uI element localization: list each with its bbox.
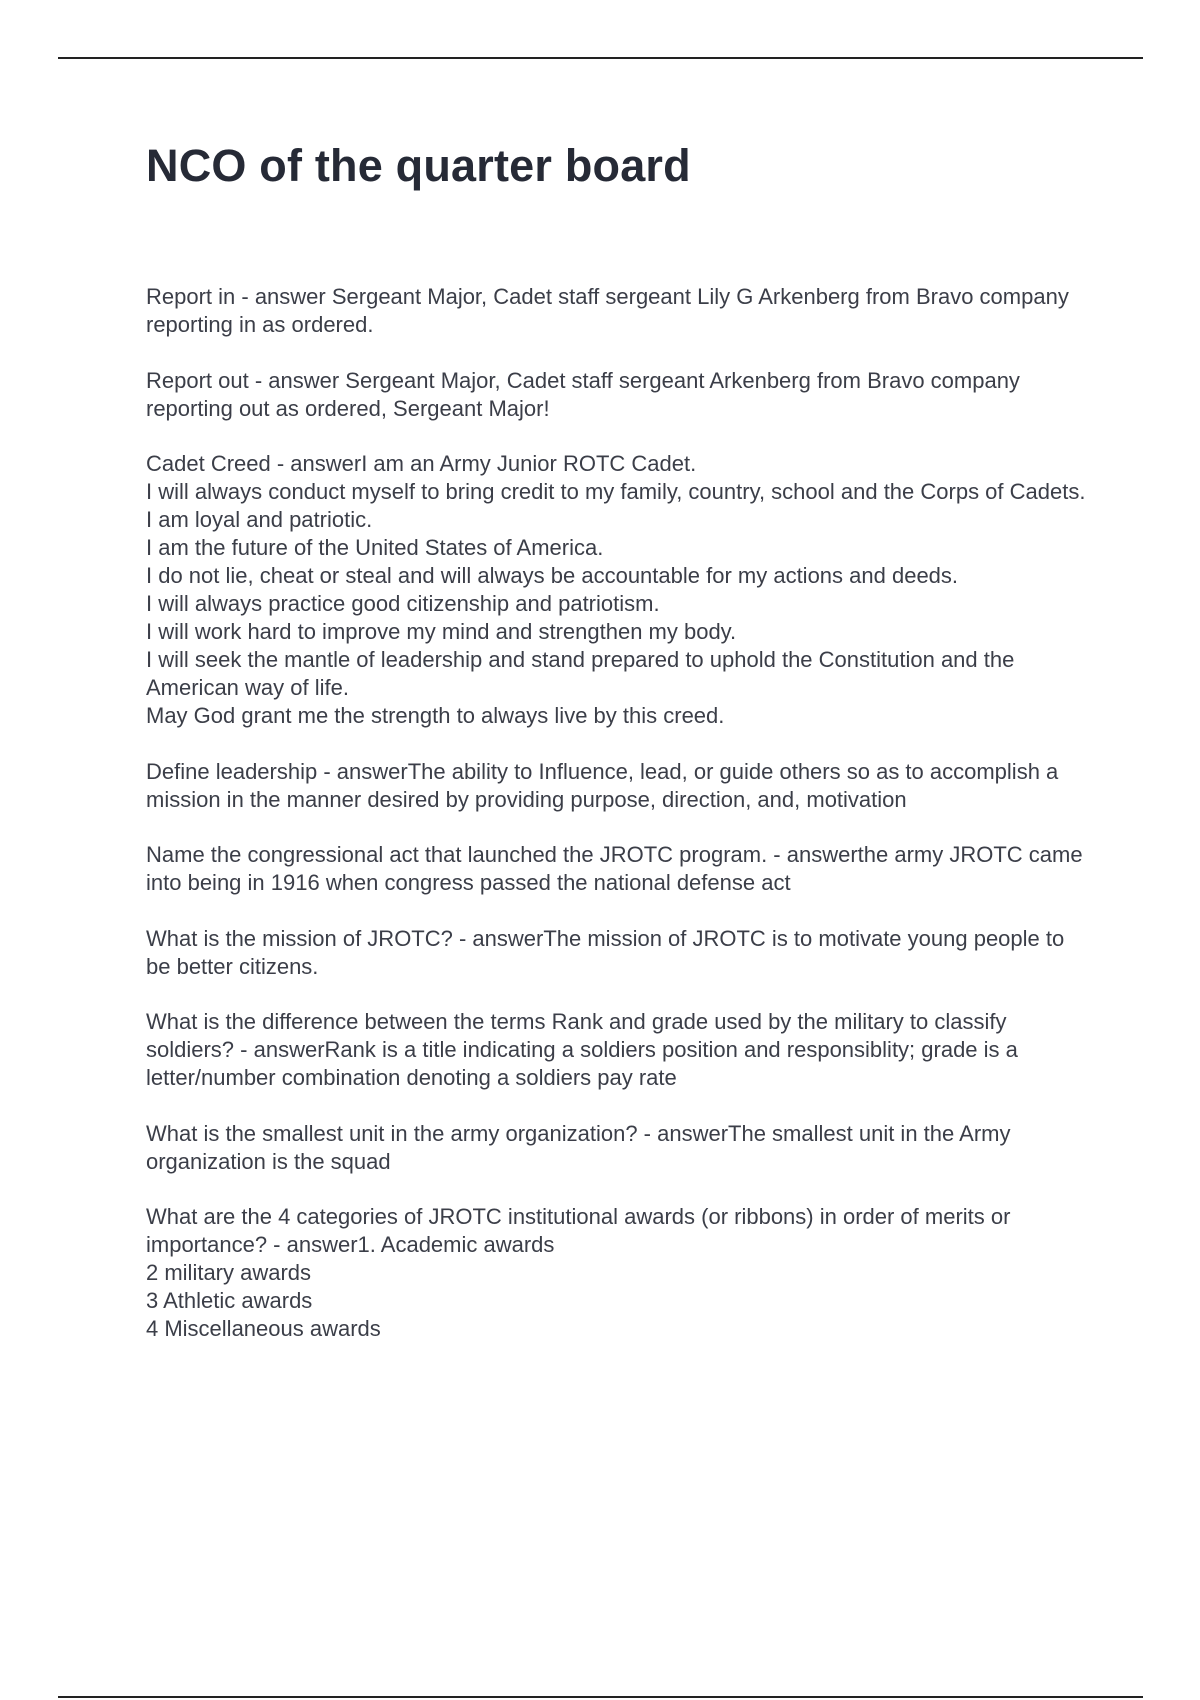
document-title: NCO of the quarter board — [146, 140, 691, 191]
qa-jrotc-mission: What is the mission of JROTC? - answerThe mission of JROTC is to motivate young people to be better citizens. — [146, 925, 1065, 979]
qa-smallest-unit: What is the smallest unit in the army organization? - answerThe smallest unit in the Army organization is the squad — [146, 1120, 1011, 1174]
qa-rank-vs-grade: What is the difference between the terms Rank and grade used by the military to classify soldiers? - answerRank is a title indicating a soldiers position and responsiblity; grade is a letter/number combination denoting a soldiers pay rate — [146, 1009, 1018, 1090]
bottom-rule — [58, 1696, 1143, 1698]
qa-define-leadership: Define leadership - answerThe ability to Influence, lead, or guide others so as to accomplish a mission in the manner desired by providing purpose, direction, and, motivation — [146, 758, 1059, 812]
qa-cadet-creed: Cadet Creed - answerI am an Army Junior ROTC Cadet. I will always conduct myself to bring credit to my family, country, school and the Corps of Cadets. I am loyal and patriotic. I am the future of the United States of America. I do not lie, cheat or steal and will always be accountable for my actions and deeds. I will always practice good citizenship and patriotism. I will work hard to improve my mind and strengthen my body. I will seek the mantle of leadership and stand prepared to uphold the Constitution and the American way of life. May God grant me the strength to always live by this creed. — [146, 451, 1086, 728]
qa-congressional-act: Name the congressional act that launched the JROTC program. - answerthe army JROTC came into being in 1916 when congress passed the national defense act — [146, 842, 1083, 895]
qa-list — [146, 283, 1091, 1371]
top-rule — [58, 57, 1143, 59]
qa-report-in: Report in - answer Sergeant Major, Cadet staff sergeant Lily G Arkenberg from Bravo company reporting in as ordered. — [146, 284, 1069, 337]
qa-award-categories: What are the 4 categories of JROTC institutional awards (or ribbons) in order of merits or importance? - answer1. Academic awards 2 military awards 3 Athletic awards 4 Miscellaneous awards — [146, 1204, 1011, 1341]
qa-report-out: Report out - answer Sergeant Major, Cadet staff sergeant Arkenberg from Bravo company reporting out as ordered, Sergeant Major! — [146, 367, 1020, 421]
